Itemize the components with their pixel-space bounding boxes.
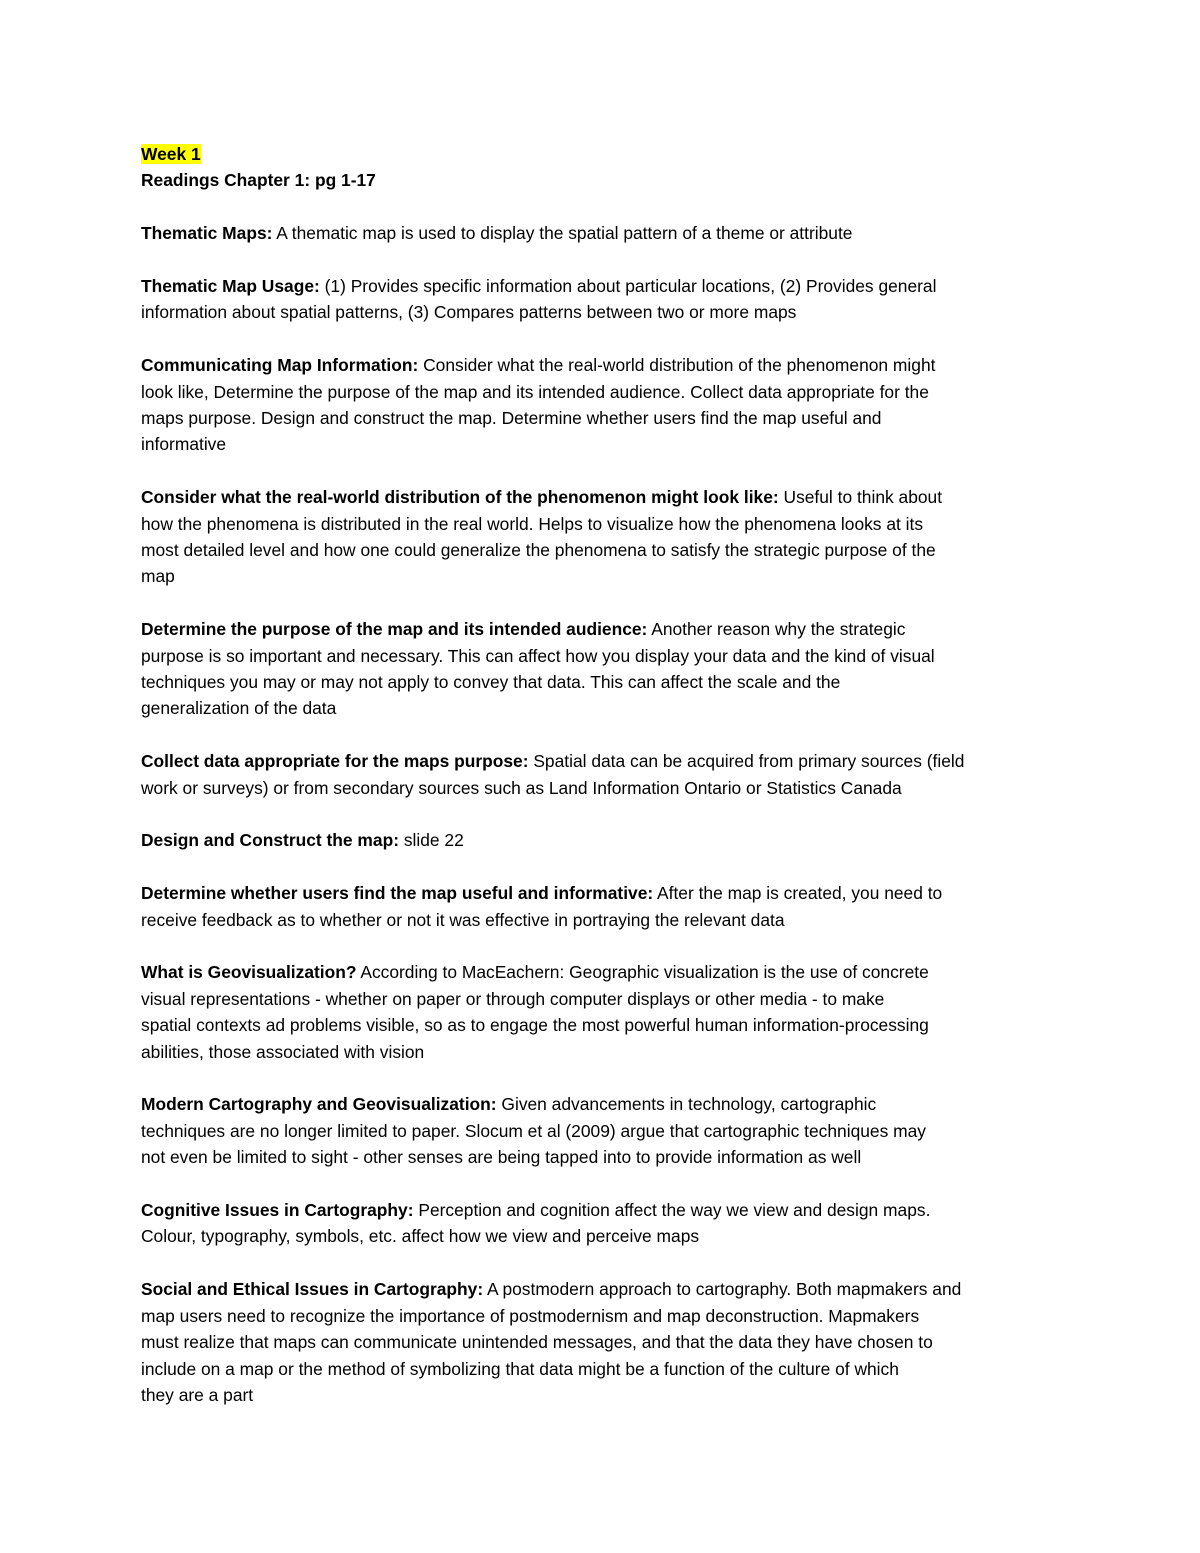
note-text: look like, Determine the purpose of the map and its intended audience. Collect data appropriate for the xyxy=(141,381,929,402)
note-line xyxy=(141,959,1061,985)
note-line xyxy=(141,1276,1061,1302)
note-line xyxy=(141,1118,1061,1144)
spacer xyxy=(141,722,1061,748)
note-text: information about spatial patterns, (3) Compares patterns between two or more maps xyxy=(141,302,797,323)
note-text: most detailed level and how one could generalize the phenomena to satisfy the strategic purpose of the xyxy=(141,540,936,561)
note-section xyxy=(141,220,1061,246)
note-text: visual representations - whether on paper or through computer displays or other media - to make xyxy=(141,988,885,1009)
note-text: techniques you may or may not apply to convey that data. This can affect the scale and the xyxy=(141,672,841,693)
note-section xyxy=(141,484,1061,590)
document-page xyxy=(141,141,1061,1408)
note-section xyxy=(141,827,1061,853)
note-text: work or surveys) or from secondary sources such as Land Information Ontario or Statistics Canada xyxy=(141,777,902,798)
note-term: Modern Cartography and Geovisualization: xyxy=(141,1094,497,1115)
note-text: Another reason why the strategic xyxy=(647,619,906,640)
note-text: Useful to think about xyxy=(778,487,943,508)
spacer xyxy=(141,590,1061,616)
note-line xyxy=(141,1039,1061,1065)
note-term: Collect data appropriate for the maps purpose: xyxy=(141,751,529,772)
note-section xyxy=(141,273,1061,326)
spacer xyxy=(141,1065,1061,1091)
note-line xyxy=(141,1329,1061,1355)
note-section xyxy=(141,1197,1061,1250)
note-line xyxy=(141,563,1061,589)
note-text: According to MacEachern: Geographic visualization is the use of concrete xyxy=(356,962,929,983)
note-text: how the phenomena is distributed in the real world. Helps to visualize how the phenomena looks at its xyxy=(141,513,924,534)
note-line xyxy=(141,775,1061,801)
note-line xyxy=(141,695,1061,721)
note-text: Perception and cognition affect the way we view and design maps. xyxy=(413,1200,931,1221)
note-line xyxy=(141,1382,1061,1408)
note-text: they are a part xyxy=(141,1384,254,1405)
note-text: A postmodern approach to cartography. Both mapmakers and xyxy=(483,1279,962,1300)
note-text: A thematic map is used to display the spatial pattern of a theme or attribute xyxy=(272,223,853,244)
note-term: Communicating Map Information: xyxy=(141,355,419,376)
note-text: Given advancements in technology, cartographic xyxy=(496,1094,877,1115)
note-text: map xyxy=(141,566,175,587)
spacer xyxy=(141,326,1061,352)
note-term: Consider what the real-world distribution of the phenomenon might look like: xyxy=(141,487,779,508)
note-text: maps purpose. Design and construct the map. Determine whether users find the map useful and xyxy=(141,408,882,429)
note-line xyxy=(141,1356,1061,1382)
note-section xyxy=(141,352,1061,458)
note-line xyxy=(141,1091,1061,1117)
note-line xyxy=(141,880,1061,906)
note-line xyxy=(141,537,1061,563)
week-heading-line xyxy=(141,141,1061,167)
notes-body xyxy=(141,220,1061,1408)
note-line xyxy=(141,669,1061,695)
note-line xyxy=(141,616,1061,642)
note-line xyxy=(141,748,1061,774)
note-section xyxy=(141,1276,1061,1408)
note-line xyxy=(141,273,1061,299)
note-text: map users need to recognize the importance of postmodernism and map deconstruction. Mapmakers xyxy=(141,1305,920,1326)
note-text: Spatial data can be acquired from primary sources (field xyxy=(528,751,965,772)
note-line xyxy=(141,405,1061,431)
note-section xyxy=(141,1091,1061,1170)
note-line xyxy=(141,1144,1061,1170)
note-term: Determine whether users find the map useful and informative: xyxy=(141,883,654,904)
note-text: Consider what the real-world distribution of the phenomenon might xyxy=(418,355,936,376)
readings-heading: Readings Chapter 1: pg 1-17 xyxy=(141,170,376,191)
note-term: Thematic Maps: xyxy=(141,223,273,244)
note-line xyxy=(141,511,1061,537)
note-text: spatial contexts ad problems visible, so as to engage the most powerful human information-processing xyxy=(141,1015,929,1036)
note-text: informative xyxy=(141,434,227,455)
note-line xyxy=(141,220,1061,246)
note-text: purpose is so important and necessary. This can affect how you display your data and the kind of visual xyxy=(141,645,935,666)
spacer xyxy=(141,1171,1061,1197)
note-text: abilities, those associated with vision xyxy=(141,1041,425,1062)
note-line xyxy=(141,352,1061,378)
note-text: receive feedback as to whether or not it was effective in portraying the relevant data xyxy=(141,909,785,930)
note-section xyxy=(141,959,1061,1065)
note-line xyxy=(141,431,1061,457)
note-term: Design and Construct the map: xyxy=(141,830,399,851)
note-text: techniques are no longer limited to paper. Slocum et al (2009) argue that cartographic techniques may xyxy=(141,1120,926,1141)
note-term: What is Geovisualization? xyxy=(141,962,357,983)
note-section xyxy=(141,616,1061,722)
spacer xyxy=(141,801,1061,827)
note-term: Thematic Map Usage: xyxy=(141,276,320,296)
note-term: Determine the purpose of the map and its intended audience: xyxy=(141,619,648,640)
spacer xyxy=(141,854,1061,880)
note-text: must realize that maps can communicate unintended messages, and that the data they have chosen to xyxy=(141,1332,933,1353)
note-text: not even be limited to sight - other senses are being tapped into to provide information as well xyxy=(141,1147,862,1168)
note-term: Cognitive Issues in Cartography: xyxy=(141,1200,414,1221)
spacer xyxy=(141,247,1061,273)
note-text: include on a map or the method of symbolizing that data might be a function of the culture of which xyxy=(141,1358,899,1379)
note-text: Colour, typography, symbols, etc. affect how we view and perceive maps xyxy=(141,1226,700,1247)
spacer xyxy=(141,933,1061,959)
note-section xyxy=(141,880,1061,933)
note-line xyxy=(141,1197,1061,1223)
spacer xyxy=(141,458,1061,484)
note-line xyxy=(141,299,1061,325)
week-heading: Week 1 xyxy=(141,144,201,164)
note-line xyxy=(141,1223,1061,1249)
spacer xyxy=(141,194,1061,220)
note-line xyxy=(141,827,1061,853)
note-text: generalization of the data xyxy=(141,698,337,719)
note-line xyxy=(141,986,1061,1012)
note-text: slide 22 xyxy=(398,830,464,851)
note-line xyxy=(141,1012,1061,1038)
note-line xyxy=(141,643,1061,669)
note-section xyxy=(141,748,1061,801)
note-line xyxy=(141,1303,1061,1329)
note-line xyxy=(141,907,1061,933)
note-text: After the map is created, you need to xyxy=(653,883,943,904)
note-text: (1) Provides specific information about particular locations, (2) Provides general xyxy=(319,276,937,296)
note-line xyxy=(141,484,1061,510)
note-line xyxy=(141,379,1061,405)
spacer xyxy=(141,1250,1061,1276)
note-term: Social and Ethical Issues in Cartography: xyxy=(141,1279,484,1300)
